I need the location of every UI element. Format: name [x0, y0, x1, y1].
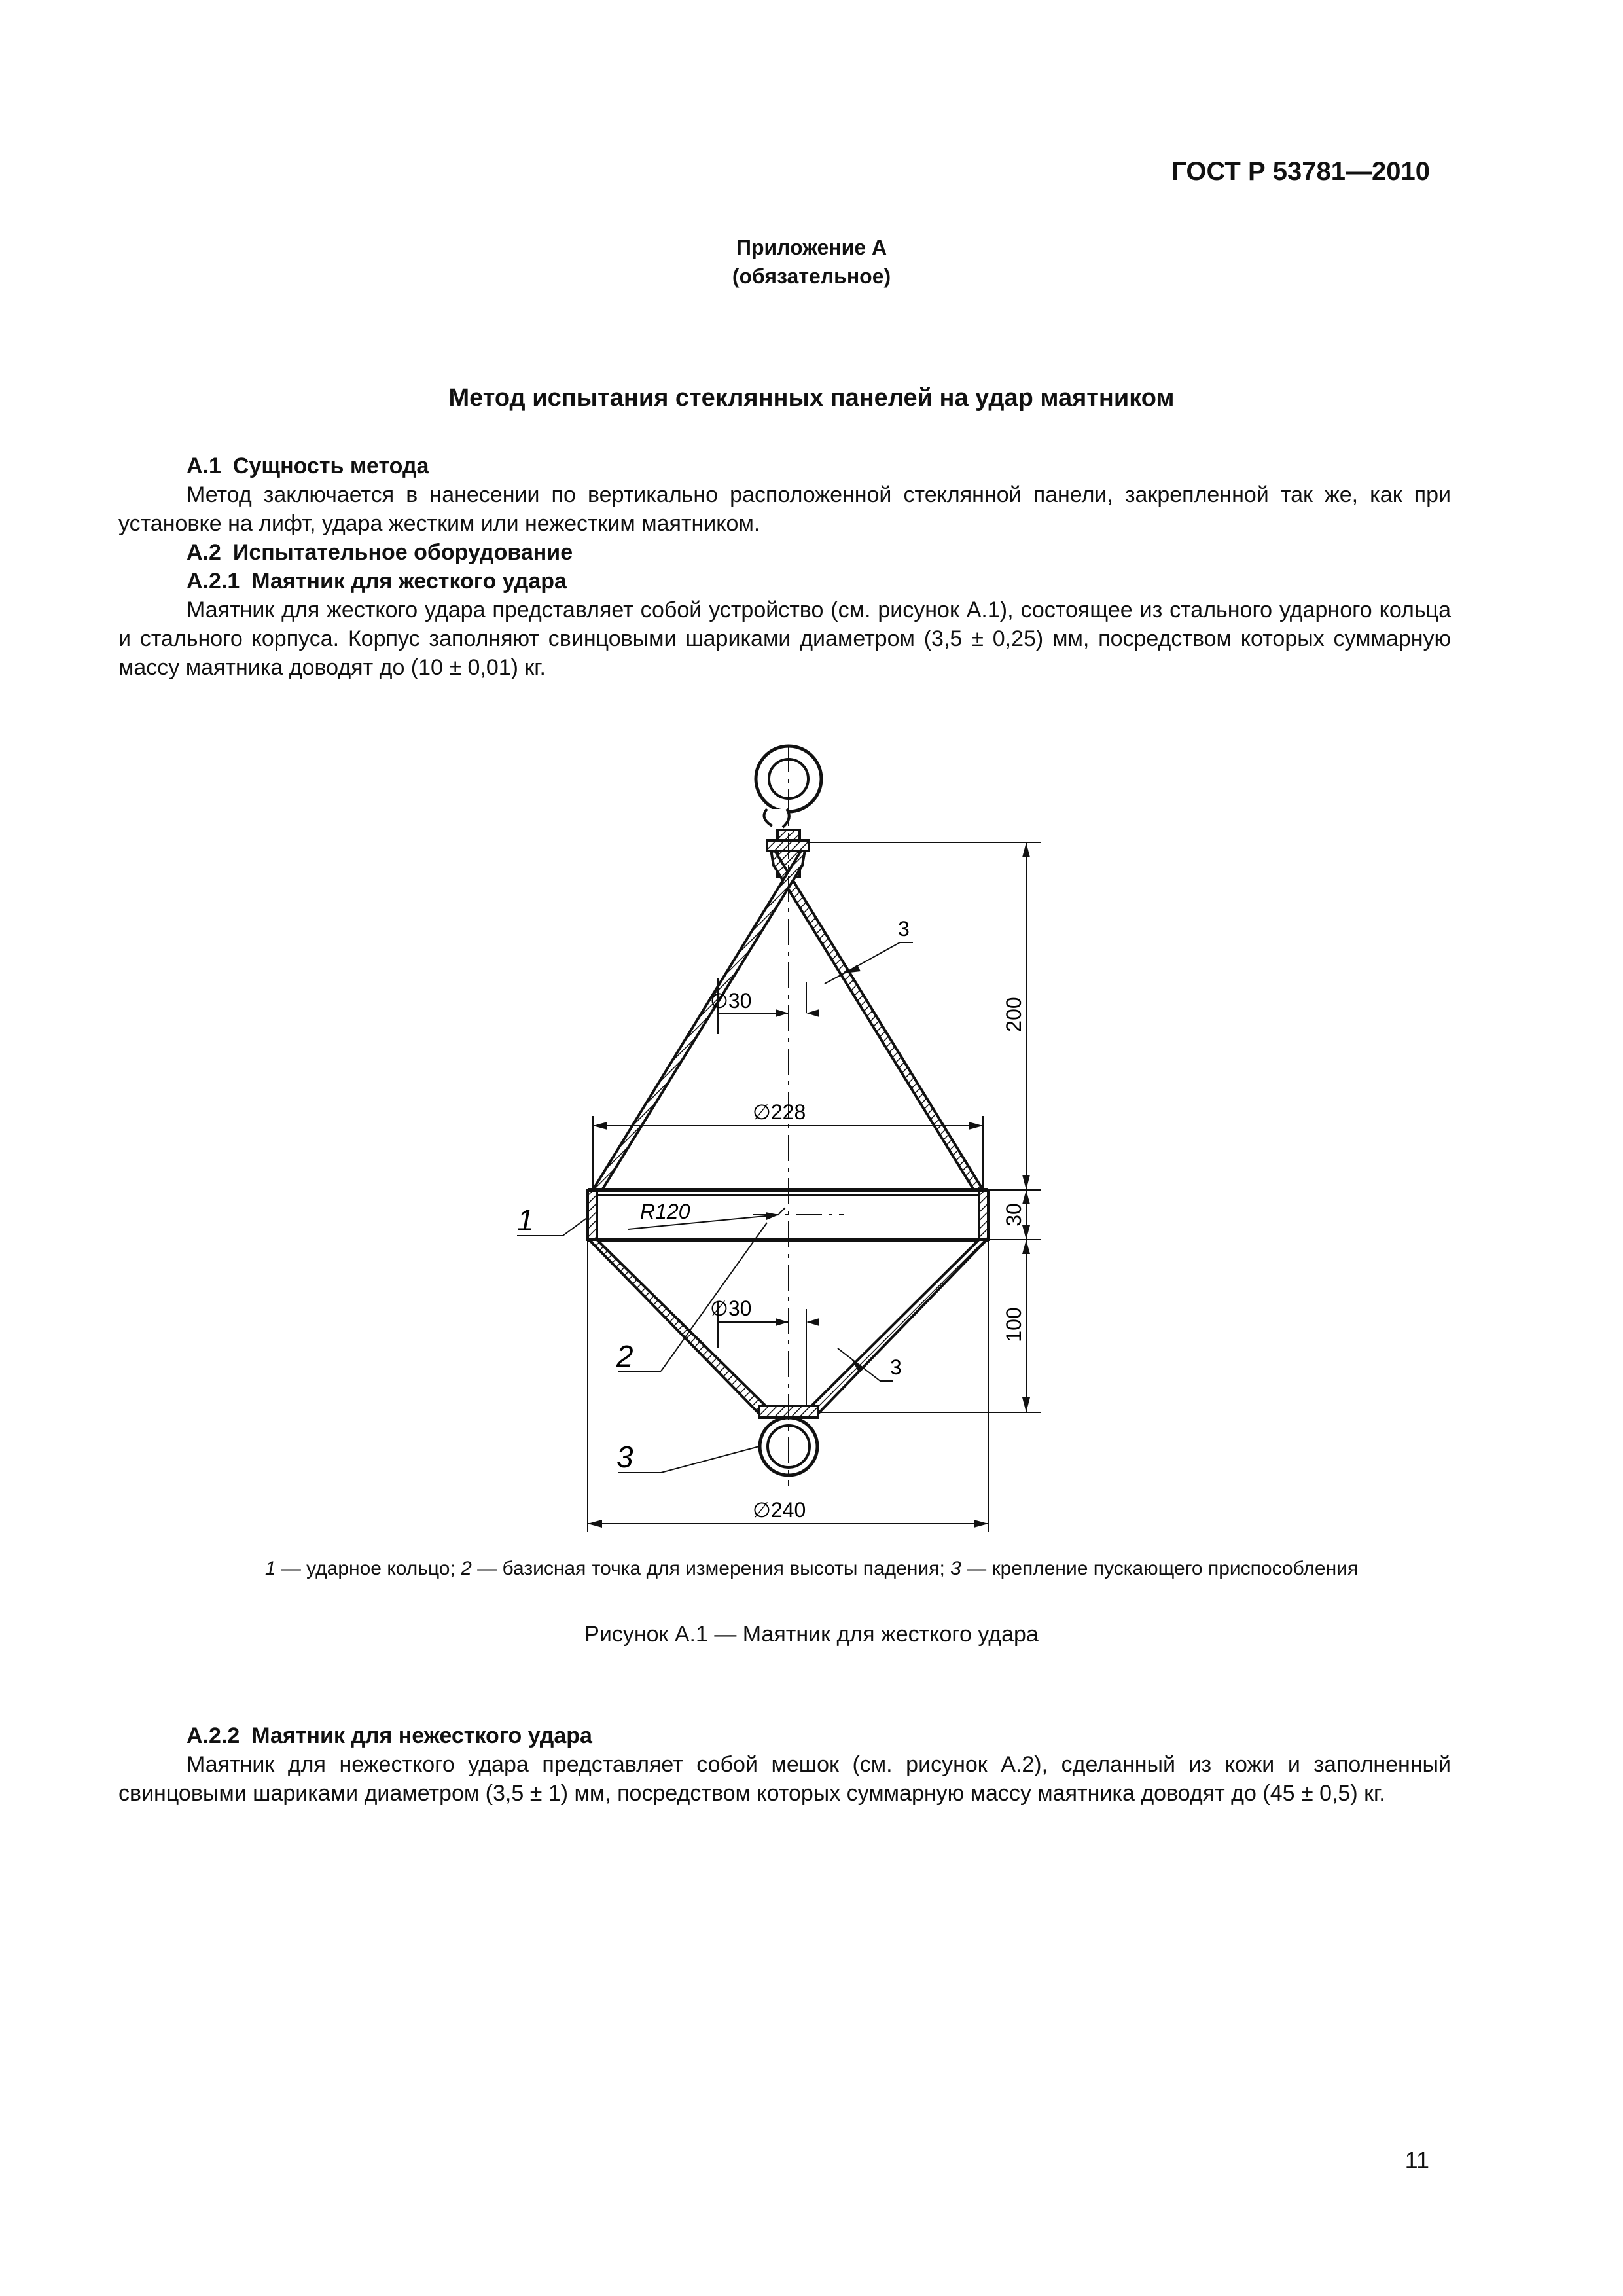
section-number: А.2 — [187, 540, 221, 565]
dimension-100-label: 100 — [1002, 1307, 1026, 1342]
figure-caption: Рисунок А.1 — Маятник для жесткого удара — [584, 1622, 1039, 1647]
diameter-30-label-top: ∅30 — [710, 989, 752, 1013]
section-number: А.2.1 — [187, 569, 240, 594]
legend-number: 2 — [461, 1558, 472, 1579]
section-title: Маятник для нежесткого удара — [251, 1723, 592, 1748]
diameter-30-label-bottom: ∅30 — [710, 1297, 752, 1320]
section-a22-text: Маятник для нежесткого удара представляет собой мешок (см. рисунок А.2), сделанный из кожи и заполненный свинцовыми шариками диаметром (3,5 ± 1) мм, посредством которых суммарную массу маятника доводят до (45 ± 0,5) кг. — [118, 1752, 1451, 1806]
section-number: А.1 — [187, 454, 221, 478]
section-title: Испытательное оборудование — [232, 540, 573, 565]
main-title: Метод испытания стеклянных панелей на удар маятником — [448, 384, 1175, 412]
figure-legend — [0, 1558, 1623, 1580]
dimension-30-label: 30 — [1002, 1203, 1026, 1227]
section-a1-text: Метод заключается в нанесении по вертикально расположенной стеклянной панели, закрепленной так же, как при установке на лифт, удара жестким или нежестким маятником. — [118, 482, 1451, 536]
section-a22-heading — [187, 1721, 592, 1750]
annex-status: (обязательное) — [732, 264, 891, 288]
diameter-240-label: ∅240 — [753, 1498, 806, 1522]
document-code: ГОСТ Р 53781—2010 — [1171, 157, 1430, 186]
legend-text: — крепление пускающего приспособления — [961, 1558, 1359, 1579]
diameter-228-label: ∅228 — [753, 1100, 806, 1124]
legend-number: 1 — [264, 1558, 276, 1579]
section-a21-text: Маятник для жесткого удара представляет собой устройство (см. рисунок А.1), состоящее из стального ударного кольца и стального корпуса. Корпус заполняют свинцовыми шариками диаметром (3,5 ± 0,25) мм, посредством которых суммарную массу маятника доводят до (10 ± 0,01) кг. — [118, 598, 1451, 680]
legend-text: — базисная точка для измерения высоты падения; — [471, 1558, 951, 1579]
section-title: Маятник для жесткого удара — [251, 569, 567, 594]
callout-3: 3 — [616, 1440, 633, 1474]
dimension-200-label: 200 — [1002, 997, 1026, 1032]
legend-text: — ударное кольцо; — [276, 1558, 461, 1579]
annex-title: Приложение А — [736, 236, 887, 259]
wall-thickness-label-top: 3 — [898, 917, 910, 941]
callout-2: 2 — [616, 1339, 633, 1373]
page-number: 11 — [1404, 2147, 1429, 2174]
section-number: А.2.2 — [187, 1723, 240, 1748]
wall-thickness-label-bottom: 3 — [890, 1355, 902, 1379]
section-title: Сущность метода — [232, 454, 429, 478]
callout-leaders — [517, 1217, 767, 1473]
callout-1: 1 — [517, 1203, 534, 1237]
radius-120-label: R120 — [640, 1200, 690, 1223]
legend-number: 3 — [950, 1558, 961, 1579]
